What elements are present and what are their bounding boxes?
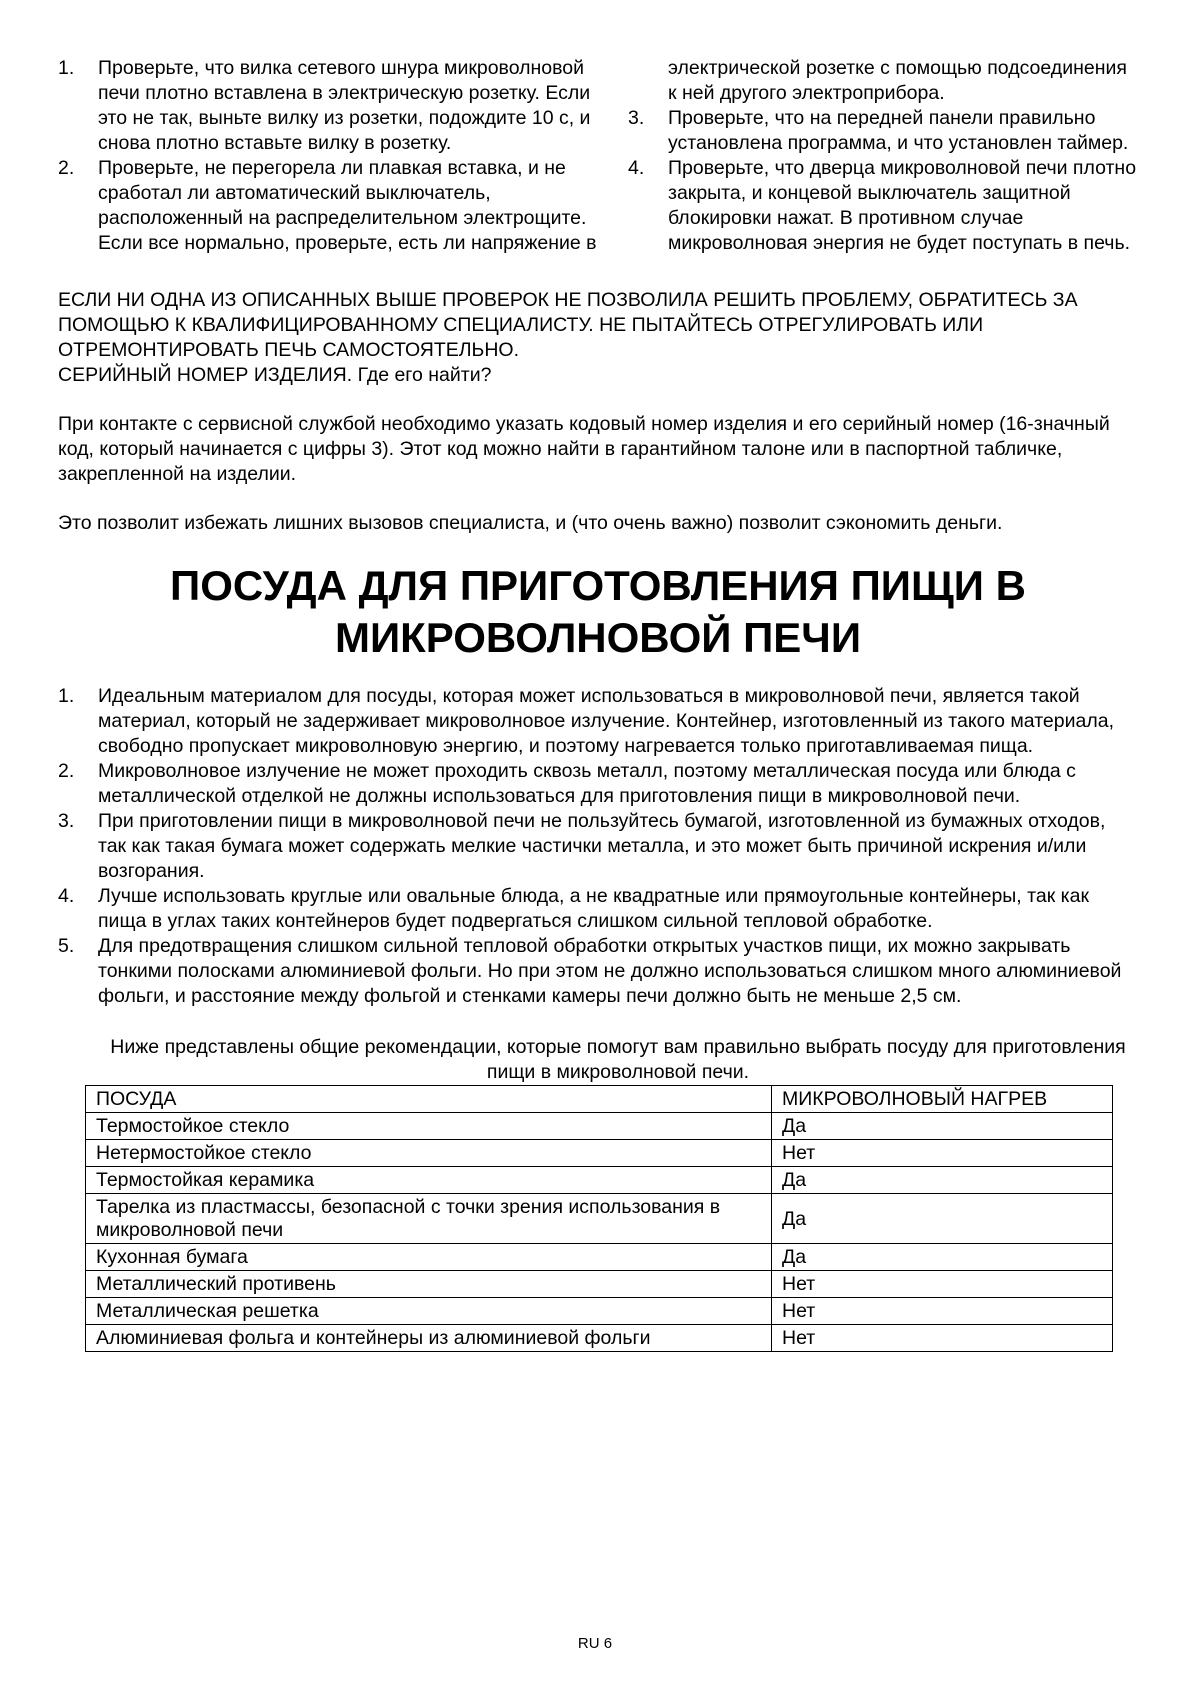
- cookware-list: [58, 684, 1138, 1009]
- table-cell: Да: [772, 1113, 1113, 1140]
- warning-text: ЕСЛИ НИ ОДНА ИЗ ОПИСАННЫХ ВЫШЕ ПРОВЕРОК НЕ ПОЗВОЛИЛА РЕШИТЬ ПРОБЛЕМУ, ОБРАТИТЕСЬ ЗА ПОМОЩЬЮ К КВАЛИФИЦИРОВАННОМУ СПЕЦИАЛИСТУ. НЕ ПЫТАЙТЕСЬ ОТРЕГУЛИРОВАТЬ ИЛИ ОТРЕМОНТИРОВАТЬ ПЕЧЬ САМОСТОЯТЕЛЬНО.: [58, 289, 1078, 361]
- table-cell: Нет: [772, 1140, 1113, 1167]
- table-cell: Нетермостойкое стекло: [86, 1140, 772, 1167]
- checks-list-right: [628, 106, 1138, 256]
- section-title-line-2: МИКРОВОЛНОВОЙ ПЕЧИ: [334, 614, 862, 661]
- list-item: [58, 934, 1138, 1009]
- table-cell: Металлическая решетка: [86, 1298, 772, 1325]
- list-number: 2.: [58, 157, 75, 179]
- list-number: 2.: [58, 760, 75, 782]
- list-item: [58, 156, 598, 256]
- table-cell: Термостойкое стекло: [86, 1113, 772, 1140]
- list-number: 4.: [628, 157, 645, 179]
- section-title: [58, 560, 1138, 664]
- list-item: [628, 156, 1138, 256]
- list-continuation: электрической розетке с помощью подсоединения к ней другого электроприбора.: [668, 57, 1127, 104]
- list-text: Для предотвращения слишком сильной тепловой обработки открытых участков пищи, их можно закрывать тонкими полосками алюминиевой фольги. Но при этом не должно использоваться слишком много алюминиевой фольги, и расстояние между фольгой и стенками камеры печи должно быть не меньше 2,5 см.: [98, 935, 1122, 1007]
- checks-right-column: [628, 56, 1138, 256]
- warning-paragraph: [58, 288, 1138, 388]
- serial-paragraph: При контакте с сервисной службой необходимо указать кодовый номер изделия и его серийный номер (16-значный код, который начинается с цифры 3). Этот код можно найти в гарантийном талоне или в паспортной табличке, закрепленной на изделии.: [58, 413, 1110, 485]
- list-number: 1.: [58, 685, 75, 707]
- list-text: При приготовлении пищи в микроволновой печи не пользуйтесь бумагой, изготовленной из бумажных отходов, так как такая бумага может содержать мелкие частички металла, и это может быть причиной искрения и/или возгорания.: [98, 810, 1106, 882]
- page-number: RU 6: [577, 1635, 613, 1652]
- table-cell: Да: [772, 1244, 1113, 1271]
- list-number: 1.: [58, 57, 75, 79]
- list-number: 4.: [58, 885, 75, 907]
- savings-paragraph: Это позволит избежать лишних вызовов специалиста, и (что очень важно) позволит сэкономить деньги.: [58, 512, 1003, 534]
- list-item: [58, 56, 598, 156]
- table-row: [86, 1298, 1113, 1325]
- list-number: 3.: [628, 107, 645, 129]
- list-text: Микроволновое излучение не может проходить сквозь металл, поэтому металлическая посуда или блюда с металлической отделкой не должны использоваться для приготовления пищи в микроволновой печи.: [98, 760, 1076, 807]
- list-text: Лучше использовать круглые или овальные блюда, а не квадратные или прямоугольные контейнеры, так как пища в углах таких контейнеров будет подвергаться слишком сильной тепловой обработке.: [98, 885, 1089, 932]
- table-header-row: [86, 1086, 1113, 1113]
- list-item: [58, 809, 1138, 884]
- table-row: [86, 1140, 1113, 1167]
- table-row: [86, 1167, 1113, 1194]
- table-cell: Нет: [772, 1325, 1113, 1352]
- table-cell: Да: [772, 1194, 1113, 1244]
- table-row: [86, 1113, 1113, 1140]
- list-item: [58, 884, 1138, 934]
- list-text: Проверьте, что на передней панели правильно установлена программа, и что установлен таймер.: [668, 107, 1129, 154]
- list-item: [58, 759, 1138, 809]
- list-number: 5.: [58, 935, 75, 957]
- checks-list-left: [58, 56, 598, 256]
- table-cell: Да: [772, 1167, 1113, 1194]
- table-cell: Кухонная бумага: [86, 1244, 772, 1271]
- cookware-table: [85, 1085, 1113, 1352]
- table-cell: Металлический противень: [86, 1271, 772, 1298]
- list-text: Проверьте, что дверца микроволновой печи плотно закрыта, и концевой выключатель защитной блокировки нажат. В противном случае микроволновая энергия не будет поступать в печь.: [668, 157, 1137, 254]
- table-header-cell: МИКРОВОЛНОВЫЙ НАГРЕВ: [772, 1086, 1113, 1113]
- list-number: 3.: [58, 810, 75, 832]
- list-text: Проверьте, не перегорела ли плавкая вставка, и не сработал ли автоматический выключатель, расположенный на распределительном электрощите. Если все нормально, проверьте, есть ли напряжение в: [98, 157, 597, 254]
- list-text: Идеальным материалом для посуды, которая может использоваться в микроволновой печи, является такой материал, который не задерживает микроволновое излучение. Контейнер, изготовленный из такого материала, свободно пропускает микроволновую энергию, и поэтому нагревается только приготавливаемая пища.: [98, 685, 1114, 757]
- table-cell: Алюминиевая фольга и контейнеры из алюминиевой фольги: [86, 1325, 772, 1352]
- section-title-line-1: ПОСУДА ДЛЯ ПРИГОТОВЛЕНИЯ ПИЩИ В: [170, 562, 1026, 609]
- table-header-cell: ПОСУДА: [86, 1086, 772, 1113]
- table-row: [86, 1244, 1113, 1271]
- table-cell: Нет: [772, 1298, 1113, 1325]
- list-text: Проверьте, что вилка сетевого шнура микроволновой печи плотно вставлена в электрическую розетку. Если это не так, выньте вилку из розетки, подождите 10 с, и снова плотно вставьте вилку в розетку.: [98, 57, 591, 154]
- table-cell: Тарелка из пластмассы, безопасной с точки зрения использования в микроволновой печи: [86, 1194, 772, 1244]
- table-cell: Термостойкая керамика: [86, 1167, 772, 1194]
- table-row: [86, 1271, 1113, 1298]
- checks-left-column: [58, 56, 598, 256]
- table-intro: Ниже представлены общие рекомендации, которые помогут вам правильно выбрать посуду для приготовления пищи в микроволновой печи.: [110, 1036, 1126, 1083]
- serial-heading: СЕРИЙНЫЙ НОМЕР ИЗДЕЛИЯ. Где его найти?: [58, 364, 492, 386]
- checks-columns: [58, 56, 1138, 256]
- list-item: [58, 684, 1138, 759]
- table-cell: Нет: [772, 1271, 1113, 1298]
- table-row: [86, 1194, 1113, 1244]
- list-item: [628, 106, 1138, 156]
- table-row: [86, 1325, 1113, 1352]
- document-page: [58, 56, 1138, 1352]
